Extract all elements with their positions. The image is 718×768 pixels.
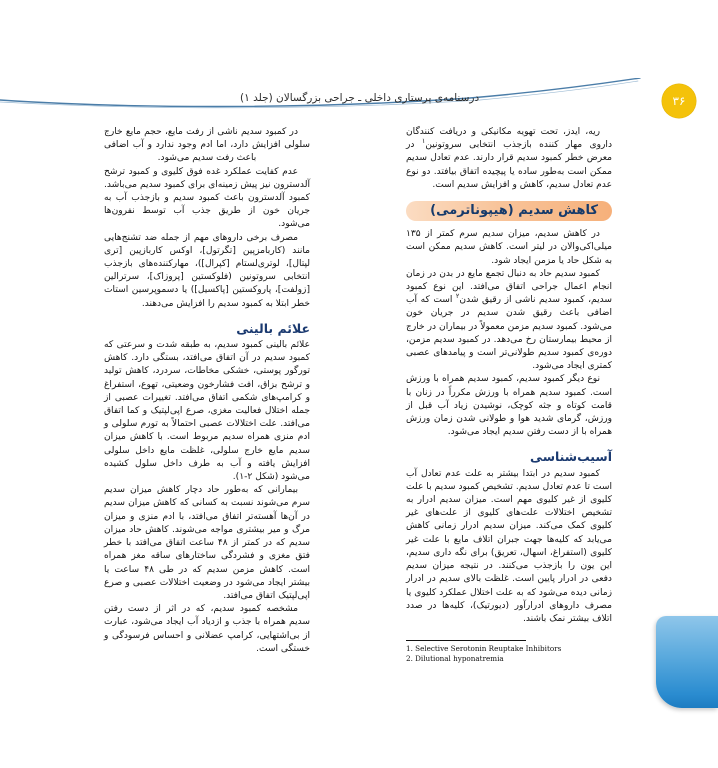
paragraph: علائم بالینی کمبود سدیم، به طبقه شدت و سرعتی که کمبود سدیم در آن اتفاق می‌افتد، بستگی دارد. کاهش تورگور پوستی، خشکی مخاطات، سردرد، کاهش تولید و ترشح بزاق، افت فشارخون وضعیتی، تهوع، استفراغ و کرامپ‌های شکمی اتفاق می‌افتد. تغییرات عصبی از جمله اختلال فعالیت مغزی، صرع اپی‌لپتیک و کما اتفاق می‌افتد. علت اختلالات عصبی احتمالاً به تورم سلولی و ادم منزی همراه سدیم مربوط است. با کاهش میزان سدیم مایع خارج سلولی، غلظت مایع داخل سلولی افزایش یافته و آب به طرف داخل سلول کشیده می‌شود (شکل ۲-۱). [104, 340, 310, 483]
heading-clinical-signs: علائم بالینی [236, 320, 310, 336]
page-header-title: درسنامه‌ی پرستاری داخلی ـ جراحی بزرگسالان (جلد ۱) [240, 92, 480, 104]
footnote-divider [406, 640, 526, 641]
paragraph: کمبود سدیم در ابتدا بیشتر به علت عدم تعادل آب است تا عدم تعادل سدیم. تشخیص کمبود سدیم با علت کلیوی از غیر کلیوی مهم است. میزان سدیم ادرار به تشخیص اختلالات علت‌های کلیوی از علت‌های غیر کلیوی کمک می‌کند. میزان سدیم ادرار زمانی کاهش می‌یابد که کلیه‌ها جهت جبران اتلاف مایع با علت غیر کلیوی (استفراغ، اسهال، تعریق) برای نگه داری سدیم، این یون را بازجذب می‌کنند. در نتیجه میزان سدیم دفعی در ادرار پایین است. غلظت بالای سدیم در ادرار زمانی دیده می‌شود که به علت اختلال عملکرد کلیوی یا مصرف داروهای ادرارآور (دیورتیک)، کلیه‌ها در صدد اتلاف بیشتر نمک باشند. [406, 468, 612, 624]
paragraph: در کاهش سدیم، میزان سدیم سرم کمتر از ۱۳۵ میلی‌اکی‌والان در لیتر است. کاهش سدیم ممکن است به شکل حاد یا مزمن ایجاد شود. [406, 229, 612, 266]
paragraph: بیمارانی که به‌طور حاد دچار کاهش میزان سدیم سرم می‌شوند نسبت به کسانی که کاهش میزان سدیم در آن‌ها آهسته‌تر اتفاق می‌افتد، با ادم منزی و میزان مرگ و میر بیشتری مواجه می‌شوند. کاهش حاد میزان سدیم که در کمتر از ۴۸ ساعت اتفاق می‌افتد با خطر فتق مغزی و فشردگی ساختارهای ساقه مغز همراه است. کاهش مزمن سدیم که در طی ۴۸ ساعت یا بیشتر ایجاد می‌شود در وضعیت اختلالات عصبی و صرع اپی‌لپتیک اتفاق می‌افتد. [104, 485, 310, 601]
column-left [104, 126, 310, 656]
footnote-item: 1. Selective Serotonin Reuptake Inhibitors [406, 644, 562, 653]
column-right [406, 126, 612, 626]
paragraph: نوع دیگر کمبود سدیم، کمبود سدیم همراه با ورزش است. کمبود سدیم همراه با ورزش مکرراً در زنان با قامت کوتاه و جثه کوچک، نوشیدن زیاد آب قبل از ورزش، گرمای شدید هوا و طولانی شدن زمان ورزش همراه با از دست رفتن سدیم ایجاد می‌شود. [406, 374, 612, 438]
paragraph: مشخصه کمبود سدیم، که در اثر از دست رفتن سدیم همراه با جذب و ازدیاد آب ایجاد می‌شود، عبارت از بی‌اشتهایی، کرامپ عضلانی و احساس فرسودگی و خستگی است. [104, 604, 310, 654]
heading-pathophysiology: آسیب‌شناسی [530, 449, 612, 465]
page-number-text: ۳۶ [672, 94, 686, 108]
heading-hyponatremia: کاهش سدیم (هیپوناترمی) [406, 201, 612, 221]
paragraph: ریه، ایدز، تحت تهویه مکانیکی و دریافت کنندگان داروی مهار کننده بازجذب انتخابی سروتونین$^۱$ در معرض خطر کمبود سدیم قرار دارند. عدم تعادل سدیم ممکن است به‌طور ساده یا پیچیده اتفاق بیافتد. دو نوع عدم تعادل سدیم، کاهش و افزایش سدیم است. [406, 127, 612, 190]
footnote-marker-1: ۱ [421, 137, 426, 146]
footnote-item: 2. Dilutional hyponatremia [406, 653, 504, 663]
paragraph: مصرف برخی داروهای مهم از جمله ضد تشنج‌هایی مانند (کاربامزپین [تگرتول]، اوکس کاربازپین [تری لپتال]، لوتری‌لستام [کپرال])، مهارکنند‌ه‌های بازجذب انتخابی سروتونین (فلوکستین [پروزاک]، سرترالین [زولفت]، پاروکستین [پاکسیل]) یا دسموپرسین استات خطر ابتلا به کمبود سدیم را افزایش می‌دهند. [104, 232, 310, 309]
page-side-tab-decoration [656, 616, 718, 708]
paragraph: در کمبود سدیم ناشی از رفت مایع، حجم مایع خارج سلولی افزایش دارد، اما ادم وجود ندارد و آب اضافی باعث رفت سدیم می‌شود. [104, 127, 310, 164]
footnote-marker-2: ۲ [455, 292, 460, 301]
paragraph: کمبود سدیم حاد به دنبال تجمع مایع در بدن در زمان انجام اعمال جراحی اتفاق می‌افتد. این نوع کمبود سدیم، کمبود سدیم ناشی از رقیق شدن$^۲$ است که آب اضافی باعث رقیق شدن سدیم در جریان خون می‌شود. کمبود سدیم مزمن معمولاً در بیماران در خارج از محیط بیمارستان رخ می‌دهد. در کمبود سدیم مزمن، دوره‌ی کمبود سدیم طولانی‌تر است و پیامدهای عصبی کمتری ایجاد می‌شود. [406, 268, 612, 372]
footnote-block [406, 640, 612, 663]
page-number-badge [662, 84, 696, 118]
paragraph: عدم کفایت عملکرد غده فوق کلیوی و کمبود ترشح آلدسترون نیز پیش زمینه‌ای برای کمبود سدیم می‌باشد. کمبود آلدسترون باعث کمبود سدیم و بازجذب آب به جریان خون از طریق جذب آب توسط نفرون‌ها می‌شود. [104, 166, 310, 230]
